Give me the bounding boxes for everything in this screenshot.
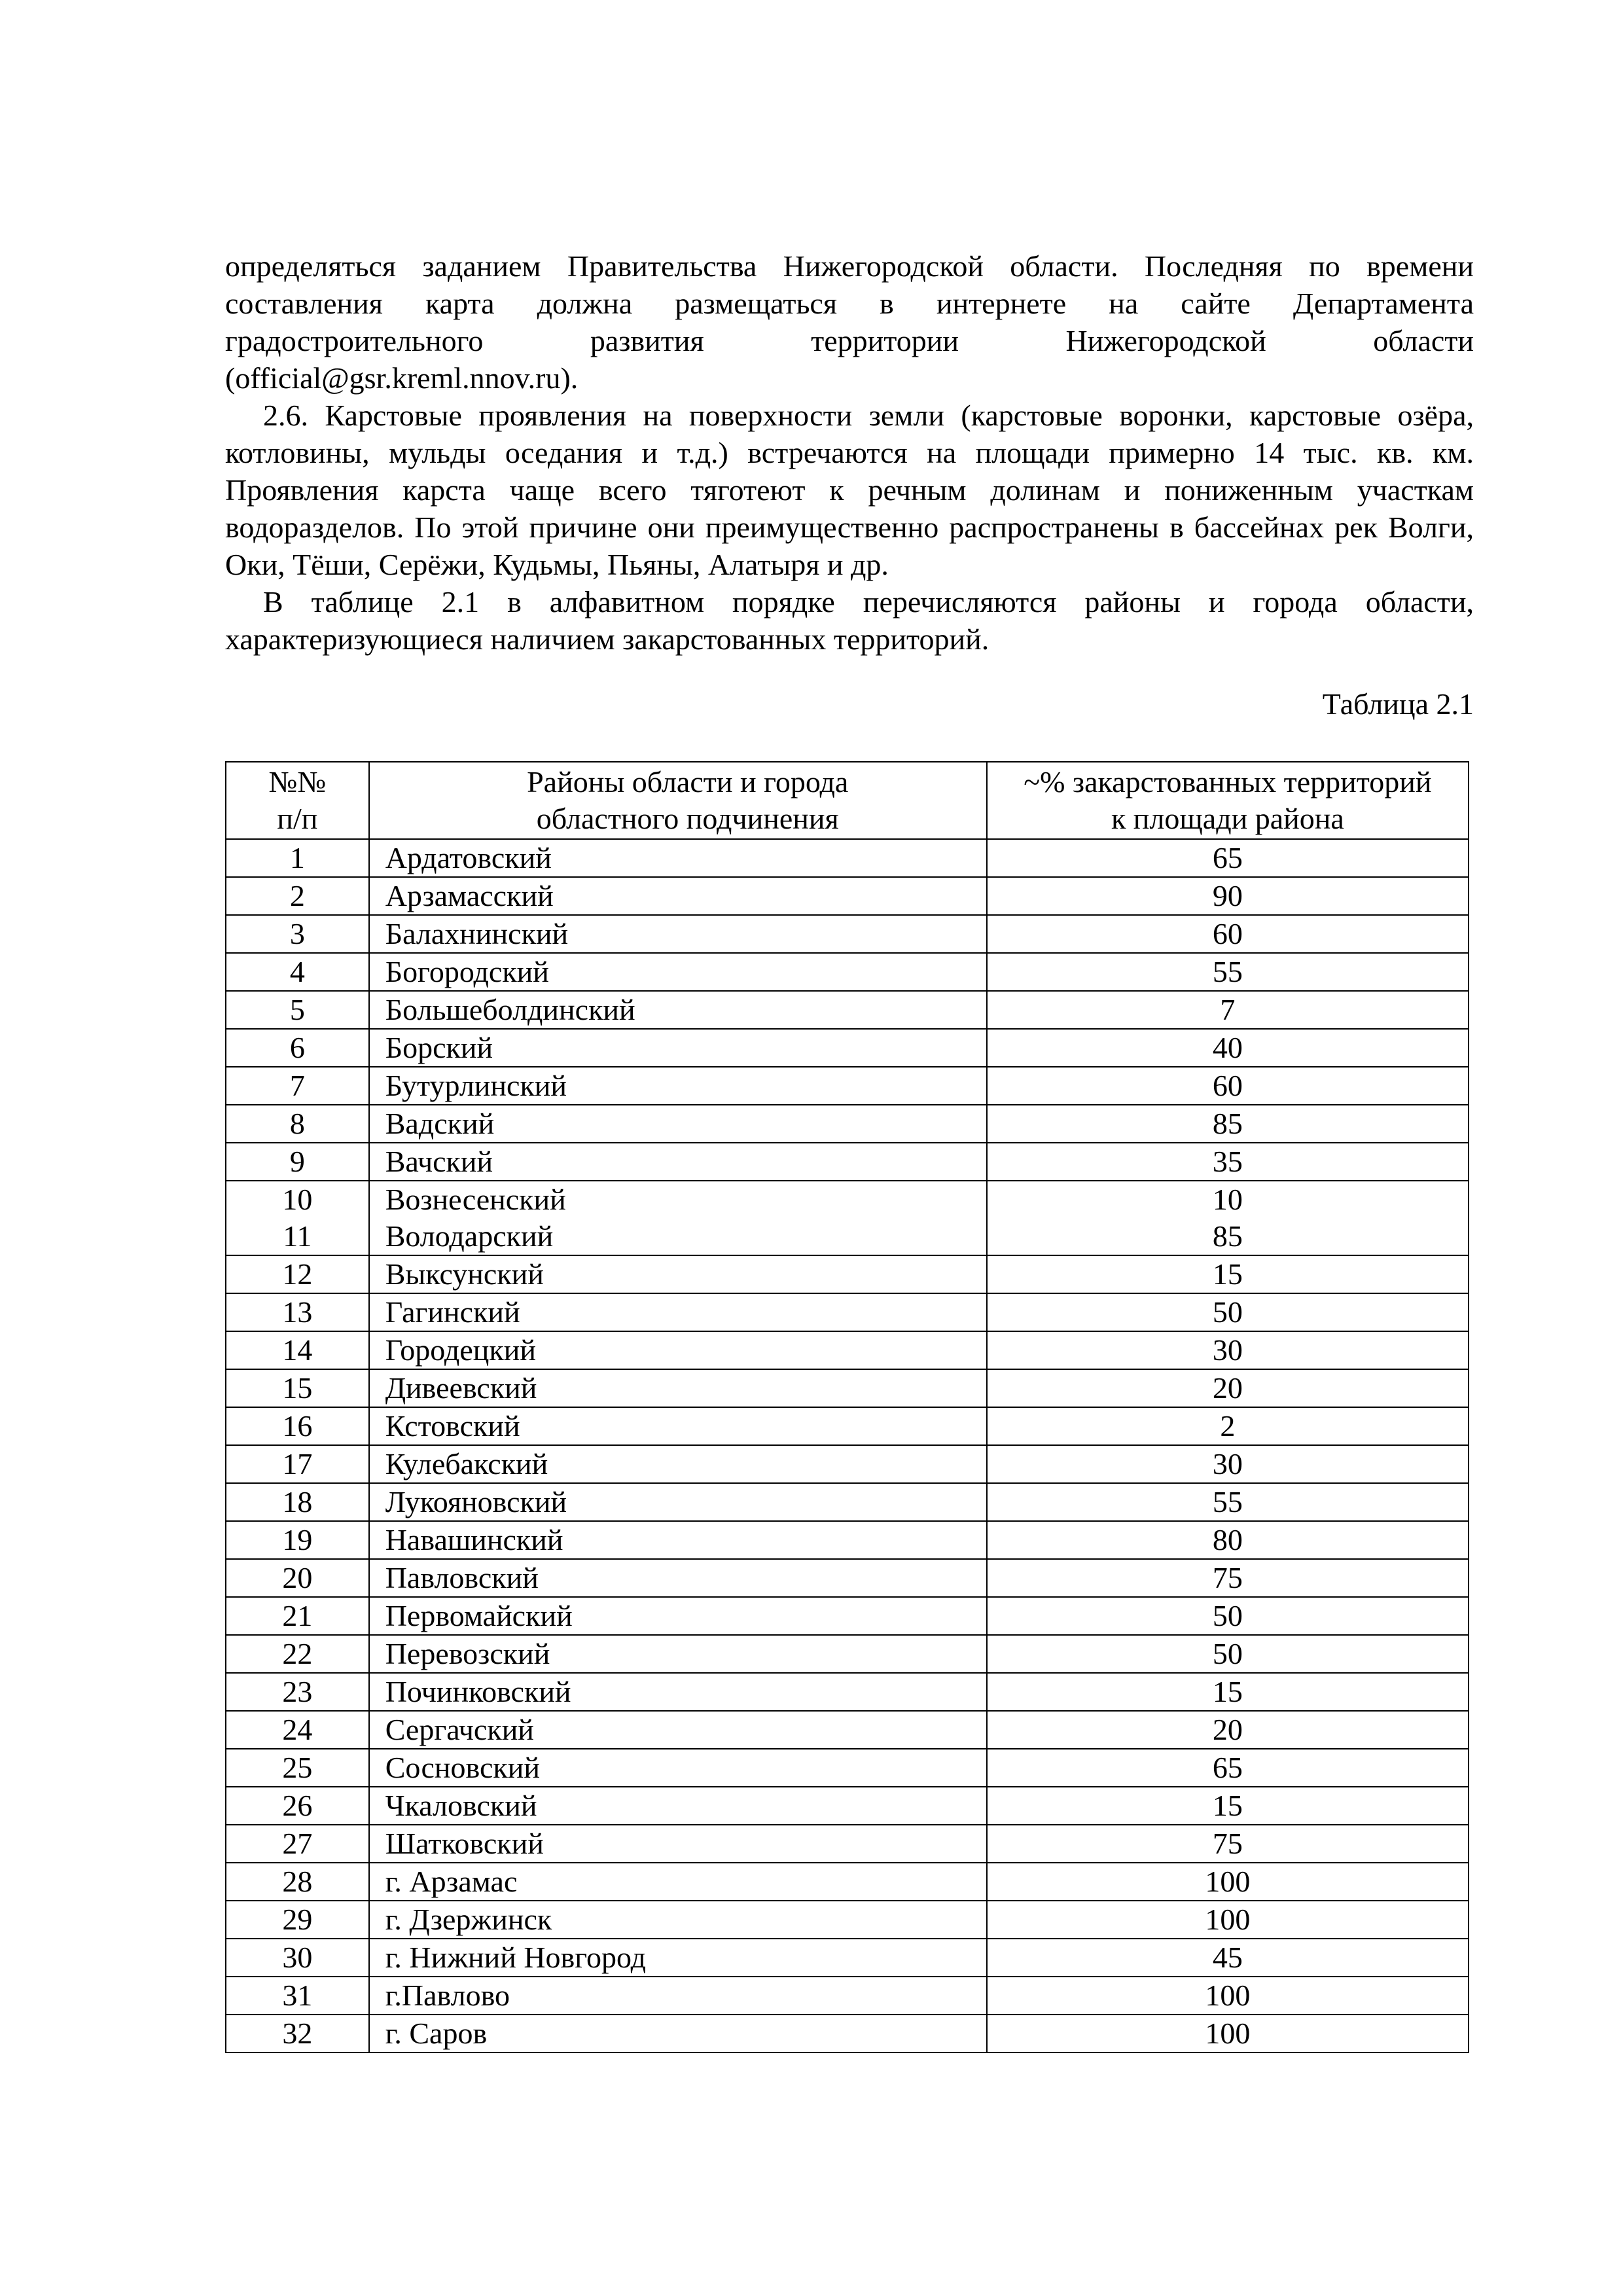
karst-percent: 55 [1212, 1485, 1243, 1518]
row-number: 1 [289, 841, 305, 874]
karst-percent-cell [987, 1673, 1469, 1711]
row-number-cell [226, 1901, 369, 1939]
paragraph-intro-line-1: определяться заданием Правительства Нижегородской области. Последняя по времени [225, 249, 1474, 283]
district-name-cell [369, 1749, 987, 1787]
header-district-line-1: Районы области и города [527, 765, 849, 798]
table-row [226, 1787, 1469, 1825]
karst-percent: 75 [1212, 1561, 1243, 1594]
row-number-cell [226, 991, 369, 1029]
district-name: Выксунский [385, 1257, 544, 1291]
district-name-cell [369, 1105, 987, 1143]
row-number: 9 [289, 1145, 305, 1178]
row-number: 18 [282, 1485, 313, 1518]
district-name-cell [369, 877, 987, 915]
table-row [226, 915, 1469, 953]
karst-percent: 85 [1212, 1107, 1243, 1140]
row-number: 30 [282, 1941, 313, 1974]
district-name-cell [369, 953, 987, 991]
table-row [226, 1293, 1469, 1331]
karst-percent: 20 [1212, 1713, 1243, 1746]
row-number: 26 [282, 1789, 313, 1822]
karst-percent-cell [987, 2015, 1469, 2053]
karst-percent-cell [987, 1521, 1469, 1559]
header-percent-line-2: к площади района [1111, 802, 1344, 835]
district-name-cell [369, 1483, 987, 1521]
row-number-cell [226, 1445, 369, 1483]
district-name-cell [369, 1901, 987, 1939]
table-row [226, 1331, 1469, 1369]
karst-percent-cell [987, 1331, 1469, 1369]
karst-percent-cell [987, 1483, 1469, 1521]
table-row [226, 1597, 1469, 1635]
row-number-cell [226, 1787, 369, 1825]
row-number-cell [226, 1673, 369, 1711]
karst-districts-table [225, 761, 1469, 2053]
district-name-cell [369, 1029, 987, 1067]
table-row [226, 1825, 1469, 1863]
row-number: 24 [282, 1713, 313, 1746]
table-row [226, 839, 1469, 877]
table-row [226, 1977, 1469, 2015]
district-name: Богородский [385, 955, 549, 988]
row-number: 14 [282, 1333, 313, 1367]
karst-percent-cell [987, 1105, 1469, 1143]
district-name-cell [369, 1977, 987, 2015]
district-name-cell [369, 1635, 987, 1673]
karst-percent: 30 [1212, 1447, 1243, 1480]
row-number-cell [226, 1825, 369, 1863]
paragraph-2-6-karst: 2.6. Карстовые проявления на поверхности земли (карстовые воронки, карстовые озёра, котловины, мульды оседания и т.д.) встречаются на площади примерно 14 тыс. кв. км. Проявления карста чаще всего тяготеют к речным долинам и пониженным участкам водоразделов. По этой причине они преимущественно распространены в бассейнах рек Волги, Оки, Тёши, Серёжи, Кудьмы, Пьяны, Алатыря и др. [225, 399, 1474, 581]
row-number-cell [226, 1407, 369, 1445]
row-number-cell [226, 1143, 369, 1181]
karst-percent: 100 [1205, 1865, 1251, 1898]
header-district-name [369, 762, 987, 839]
row-number-cell [226, 839, 369, 877]
district-name-cell [369, 1181, 987, 1255]
karst-percent: 90 [1212, 879, 1243, 912]
row-number-cell [226, 915, 369, 953]
table-row [226, 2015, 1469, 2053]
row-number: 15 [282, 1371, 313, 1405]
district-name: Перевозский [385, 1637, 550, 1670]
district-name: г. Нижний Новгород [385, 1941, 647, 1974]
district-name-cell [369, 1445, 987, 1483]
district-name: Лукояновский [385, 1485, 567, 1518]
district-name: Большеболдинский [385, 993, 635, 1026]
karst-percent-cell [987, 1863, 1469, 1901]
district-name-cell [369, 915, 987, 953]
table-row [226, 1635, 1469, 1673]
karst-percent: 50 [1212, 1599, 1243, 1632]
karst-percent: 60 [1212, 917, 1243, 950]
table-row [226, 991, 1469, 1029]
district-name: г. Дзержинск [385, 1903, 552, 1936]
row-number: 28 [282, 1865, 313, 1898]
karst-percent: 2 [1220, 1409, 1236, 1443]
header-district-line-2: областного подчинения [536, 802, 839, 835]
karst-percent-cell [987, 1029, 1469, 1067]
table-row [226, 1901, 1469, 1939]
district-name-cell [369, 1293, 987, 1331]
table-row [226, 877, 1469, 915]
row-number-cell [226, 953, 369, 991]
paragraph-intro [225, 247, 1474, 397]
karst-percent-cell [987, 1825, 1469, 1863]
row-number: 17 [282, 1447, 313, 1480]
district-name-cell [369, 1787, 987, 1825]
district-name: Сергачский [385, 1713, 534, 1746]
row-number: 3 [289, 917, 305, 950]
karst-percent: 50 [1212, 1637, 1243, 1670]
district-name: Навашинский [385, 1523, 563, 1556]
district-name: Кулебакский [385, 1447, 548, 1480]
table-row [226, 1939, 1469, 1977]
karst-percent-cell [987, 877, 1469, 915]
karst-percent-cell [987, 1445, 1469, 1483]
row-number-cell [226, 1863, 369, 1901]
table-row [226, 1521, 1469, 1559]
header-number-line-1: №№ [268, 765, 327, 798]
district-name-cell [369, 1863, 987, 1901]
karst-percent-cell [987, 1369, 1469, 1407]
district-name: Чкаловский [385, 1789, 537, 1822]
row-number-cell [226, 1483, 369, 1521]
table-row [226, 1711, 1469, 1749]
karst-percent-cell [987, 1559, 1469, 1597]
row-number: 2 [289, 879, 305, 912]
karst-percent: 50 [1212, 1295, 1243, 1329]
district-name-cell [369, 1939, 987, 1977]
row-number: 5 [289, 993, 305, 1026]
karst-percent: 45 [1212, 1941, 1243, 1974]
row-number-cell [226, 1711, 369, 1749]
district-name: г. Арзамас [385, 1865, 518, 1898]
row-number: 25 [282, 1751, 313, 1784]
karst-percent: 75 [1212, 1827, 1243, 1860]
district-name: Кстовский [385, 1409, 520, 1443]
karst-percent-cell [987, 1293, 1469, 1331]
table-row [226, 1369, 1469, 1407]
row-number: 32 [282, 2017, 313, 2050]
row-number-cell [226, 1181, 369, 1255]
karst-percent: 35 [1212, 1145, 1243, 1178]
row-number: 13 [282, 1295, 313, 1329]
district-name: Борский [385, 1031, 493, 1064]
row-number-cell [226, 1293, 369, 1331]
district-name-cell [369, 839, 987, 877]
karst-percent-cell [987, 1787, 1469, 1825]
paragraph-intro-line-2: составления карта должна размещаться в интернете на сайте Департамента [225, 287, 1474, 320]
row-number: 19 [282, 1523, 313, 1556]
table-row [226, 1143, 1469, 1181]
table-row [226, 1181, 1469, 1255]
karst-percent-cell [987, 1407, 1469, 1445]
paragraph-table-intro: В таблице 2.1 в алфавитном порядке перечисляются районы и города области, характеризующиеся наличием закарстованных территорий. [225, 585, 1474, 656]
row-number: 31 [282, 1979, 313, 2012]
karst-percent-cell [987, 1255, 1469, 1293]
row-number-cell [226, 1105, 369, 1143]
karst-percent-cell [987, 991, 1469, 1029]
karst-percent-cell [987, 1067, 1469, 1105]
district-name: Балахнинский [385, 917, 569, 950]
table-header-row [226, 762, 1469, 839]
paragraph-intro-line-3: градостроительного развития территории Нижегородской области [225, 324, 1474, 357]
row-number: 21 [282, 1599, 313, 1632]
row-number: 8 [289, 1107, 305, 1140]
row-number-cell [226, 1331, 369, 1369]
karst-percent: 100 [1205, 1903, 1251, 1936]
karst-percent: 20 [1212, 1371, 1243, 1405]
karst-percent: 10 [1212, 1183, 1243, 1216]
row-number: 27 [282, 1827, 313, 1860]
district-name: Шатковский [385, 1827, 544, 1860]
table-caption: Таблица 2.1 [1322, 687, 1474, 721]
row-number-cell [226, 2015, 369, 2053]
row-number: 12 [282, 1257, 313, 1291]
district-name-cell [369, 1407, 987, 1445]
table-row [226, 1445, 1469, 1483]
karst-percent: 15 [1212, 1257, 1243, 1291]
district-name-cell [369, 1825, 987, 1863]
district-name: Дивеевский [385, 1371, 537, 1405]
table-row [226, 1863, 1469, 1901]
row-number: 7 [289, 1069, 305, 1102]
row-number-cell [226, 1977, 369, 2015]
karst-percent-cell [987, 1749, 1469, 1787]
district-name: Бутурлинский [385, 1069, 567, 1102]
district-name-cell [369, 1331, 987, 1369]
karst-percent-cell [987, 1901, 1469, 1939]
row-number: 22 [282, 1637, 313, 1670]
district-name-cell [369, 1255, 987, 1293]
district-name: Вадский [385, 1107, 495, 1140]
karst-percent: 7 [1220, 993, 1236, 1026]
karst-percent-cell [987, 953, 1469, 991]
row-number-cell [226, 1559, 369, 1597]
karst-percent-cell [987, 839, 1469, 877]
document-body [225, 247, 1474, 658]
paragraph-intro-line-4-email: (official@gsr.kreml.nnov.ru). [225, 361, 579, 395]
karst-percent: 65 [1212, 1751, 1243, 1784]
karst-percent-cell [987, 1977, 1469, 2015]
karst-percent: 15 [1212, 1675, 1243, 1708]
district-name: Починковский [385, 1675, 571, 1708]
district-name: г. Саров [385, 2017, 488, 2050]
karst-percent: 55 [1212, 955, 1243, 988]
district-name-cell [369, 1559, 987, 1597]
table-row [226, 1255, 1469, 1293]
district-name: Арзамасский [385, 879, 554, 912]
karst-percent: 80 [1212, 1523, 1243, 1556]
row-number-cell [226, 877, 369, 915]
district-name: Ардатовский [385, 841, 552, 874]
karst-percent-cell [987, 1143, 1469, 1181]
district-name-cell [369, 991, 987, 1029]
row-number-cell [226, 1597, 369, 1635]
row-number: 20 [282, 1561, 313, 1594]
karst-percent: 15 [1212, 1789, 1243, 1822]
district-name: Павловский [385, 1561, 539, 1594]
district-name-cell [369, 1673, 987, 1711]
header-number-line-2: п/п [277, 802, 318, 835]
karst-percent: 60 [1212, 1069, 1243, 1102]
row-number-cell [226, 1067, 369, 1105]
district-name-cell [369, 1143, 987, 1181]
district-name-cell [369, 1369, 987, 1407]
table-row [226, 1483, 1469, 1521]
table-row [226, 1067, 1469, 1105]
row-number: 6 [289, 1031, 305, 1064]
table-row [226, 1105, 1469, 1143]
row-number: 4 [289, 955, 305, 988]
table-row [226, 1749, 1469, 1787]
row-number-cell [226, 1635, 369, 1673]
district-name-cell [369, 2015, 987, 2053]
table-row [226, 1559, 1469, 1597]
district-name: г.Павлово [385, 1979, 510, 2012]
row-number: 16 [282, 1409, 313, 1443]
table-row [226, 953, 1469, 991]
row-number-cell [226, 1255, 369, 1293]
row-number-cell [226, 1521, 369, 1559]
district-name-cell [369, 1711, 987, 1749]
table-row [226, 1673, 1469, 1711]
karst-percent: 65 [1212, 841, 1243, 874]
table-row [226, 1407, 1469, 1445]
karst-percent-cell [987, 1711, 1469, 1749]
district-name: Городецкий [385, 1333, 536, 1367]
karst-percent-cell [987, 915, 1469, 953]
karst-percent-cell [987, 1597, 1469, 1635]
header-karst-percent [987, 762, 1469, 839]
row-number-cell [226, 1749, 369, 1787]
row-number: 29 [282, 1903, 313, 1936]
karst-percent: 40 [1212, 1031, 1243, 1064]
district-name: Володарский [385, 1219, 554, 1253]
district-name: Сосновский [385, 1751, 540, 1784]
karst-percent: 100 [1205, 1979, 1251, 2012]
karst-percent: 100 [1205, 2017, 1251, 2050]
karst-percent-cell [987, 1635, 1469, 1673]
row-number: 23 [282, 1675, 313, 1708]
district-name-cell [369, 1521, 987, 1559]
district-name-cell [369, 1597, 987, 1635]
karst-percent: 30 [1212, 1333, 1243, 1367]
karst-percent: 85 [1212, 1219, 1243, 1253]
district-name: Гагинский [385, 1295, 520, 1329]
row-number: 11 [283, 1219, 312, 1253]
header-number [226, 762, 369, 839]
district-name: Первомайский [385, 1599, 573, 1632]
karst-percent-cell [987, 1181, 1469, 1255]
row-number-cell [226, 1369, 369, 1407]
table-row [226, 1029, 1469, 1067]
district-name-cell [369, 1067, 987, 1105]
header-percent-line-1: ~% закарстованных территорий [1024, 765, 1432, 798]
district-name: Вознесенский [385, 1183, 566, 1216]
row-number: 10 [282, 1183, 313, 1216]
row-number-cell [226, 1029, 369, 1067]
table-body [226, 839, 1469, 2053]
row-number-cell [226, 1939, 369, 1977]
karst-percent-cell [987, 1939, 1469, 1977]
district-name: Вачский [385, 1145, 493, 1178]
